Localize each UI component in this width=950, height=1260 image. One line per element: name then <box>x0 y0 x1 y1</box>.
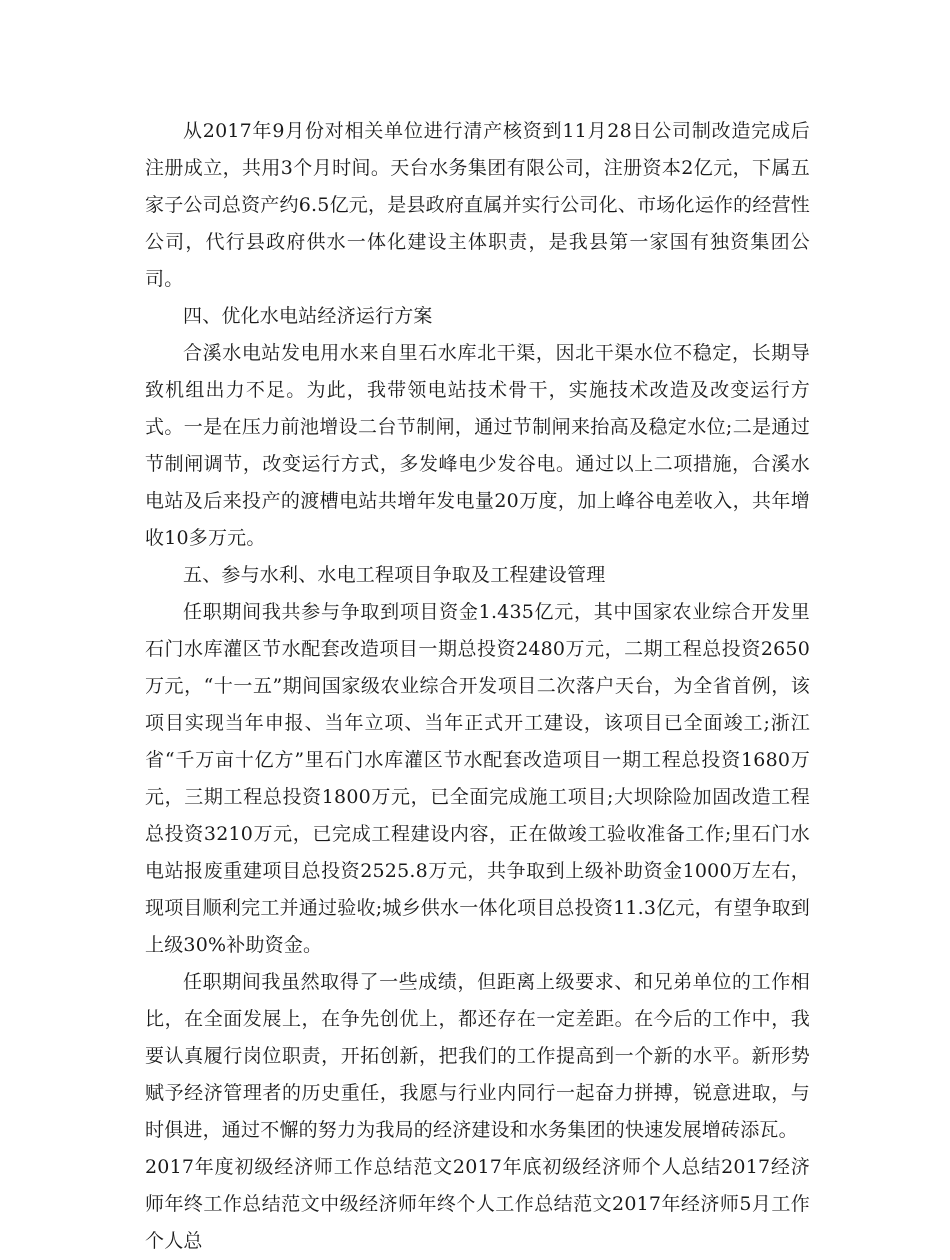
paragraph-hydropower-optimization: 合溪水电站发电用水来自里石水库北干渠，因北干渠水位不稳定，长期导致机组出力不足。为此，我带领电站技术骨干，实施技术改造及改变运行方式。一是在压力前池增设二台节制闸，通过节制闸来抬高及稳定水位;二是通过节制闸调节，改变运行方式，多发峰电少发谷电。通过以上二项措施，合溪水电站及后来投产的渡槽电站共增年发电量20万度，加上峰谷电差收入，共年增收10多万元。 <box>145 342 810 549</box>
section-heading-hydropower-optimization: 四、优化水电站经济运行方案 <box>183 305 433 327</box>
section-heading-project-management: 五、参与水利、水电工程项目争取及工程建设管理 <box>183 564 606 586</box>
related-articles-text: 2017年度初级经济师工作总结范文2017年底初级经济师个人总结2017经济师年终工作总结范文中级经济师年终个人工作总结范文2017年经济师5月工作个人总 <box>145 1156 810 1252</box>
paragraph-conclusion: 任职期间我虽然取得了一些成绩，但距离上级要求、和兄弟单位的工作相比，在全面发展上，在争先创优上，都还存在一定差距。在今后的工作中，我要认真履行岗位职责，开拓创新，把我们的工作提高到一个新的水平。新形势赋予经济管理者的历史重任，我愿与行业内同行一起奋力拼搏，锐意进取，与时俱进，通过不懈的努力为我局的经济建设和水务集团的快速发展增砖添瓦。 <box>145 971 810 1141</box>
paragraph-company-restructuring: 从2017年9月份对相关单位进行清产核资到11月28日公司制改造完成后注册成立，共用3个月时间。天台水务集团有限公司，注册资本2亿元，下属五家子公司总资产约6.5亿元，是县政府直属并实行公司化、市场化运作的经营性公司，代行县政府供水一体化建设主体职责，是我县第一家国有独资集团公司。 <box>145 120 810 290</box>
document-body <box>145 113 810 1260</box>
paragraph-project-funding: 任职期间我共参与争取到项目资金1.435亿元，其中国家农业综合开发里石门水库灌区节水配套改造项目一期总投资2480万元，二期工程总投资2650万元，“十一五”期间国家级农业综合开发项目二次落户天台，为全省首例，该项目实现当年申报、当年立项、当年正式开工建设，该项目已全面竣工;浙江省“千万亩十亿方”里石门水库灌区节水配套改造项目一期工程总投资1680万元，三期工程总投资1800万元，已全面完成施工项目;大坝除险加固改造工程总投资3210万元，已完成工程建设内容，正在做竣工验收准备工作;里石门水电站报废重建项目总投资2525.8万元，共争取到上级补助资金1000万左右，现项目顺利完工并通过验收;城乡供水一体化项目总投资11.3亿元，有望争取到上级30%补助资金。 <box>145 601 810 956</box>
